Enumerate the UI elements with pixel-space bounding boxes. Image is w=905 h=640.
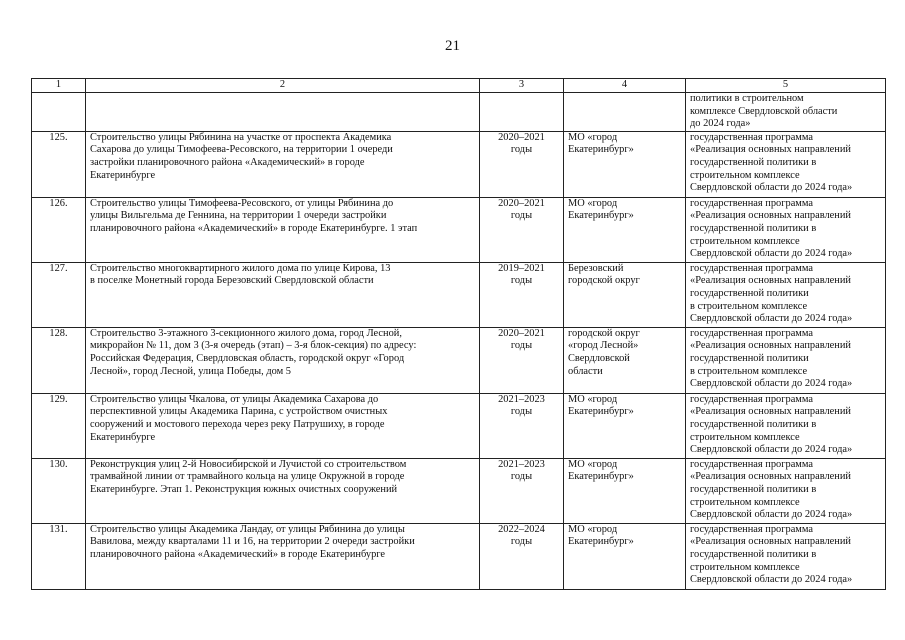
table-row <box>32 197 886 262</box>
table-row <box>32 131 886 197</box>
years-cell: 2022–2024 годы <box>480 523 564 589</box>
row-number-cell: 130. <box>32 458 86 523</box>
page-number: 21 <box>445 38 460 54</box>
project-name-cell: Строительство улицы Тимофеева-Ресовского, от улицы Рябинина до улицы Вильгельма де Геннина, на территории 1 очереди застройки планировочного района «Академический» в городе Екатеринбурге. 1 этап <box>86 197 480 262</box>
column-header-4: 4 <box>564 79 686 93</box>
continuation-name-cell <box>86 93 480 132</box>
table-row <box>32 523 886 589</box>
column-header-5: 5 <box>686 79 886 93</box>
continuation-owner-cell <box>564 93 686 132</box>
project-name-cell: Строительство улицы Академика Ландау, от улицы Рябинина до улицы Вавилова, между кварталами 11 и 16, на территории 2 очереди застройки планировочного района «Академический» в городе Екатеринбурге <box>86 523 480 589</box>
program-cell: государственная программа «Реализация основных направлений государственной политики в строительном комплексе Свердловской области до 2024 года» <box>686 262 886 327</box>
owner-cell: МО «город Екатеринбург» <box>564 197 686 262</box>
table-row <box>32 458 886 523</box>
years-cell: 2021–2023 годы <box>480 393 564 458</box>
project-name-cell: Реконструкция улиц 2-й Новосибирской и Лучистой со строительством трамвайной линии от трамвайного кольца на улице Окружной в городе Екатеринбурге. Этап 1. Реконструкция южных очистных сооружений <box>86 458 480 523</box>
projects-table <box>31 78 886 590</box>
program-cell: государственная программа «Реализация основных направлений государственной политики в строительном комплексе Свердловской области до 2024 года» <box>686 197 886 262</box>
program-cell: государственная программа «Реализация основных направлений государственной политики в строительном комплексе Свердловской области до 2024 года» <box>686 458 886 523</box>
program-cell: государственная программа «Реализация основных направлений государственной политики в строительном комплексе Свердловской области до 2024 года» <box>686 393 886 458</box>
years-cell: 2020–2021 годы <box>480 131 564 197</box>
column-header-3: 3 <box>480 79 564 93</box>
program-cell: государственная программа «Реализация основных направлений государственной политики в строительном комплексе Свердловской области до 2024 года» <box>686 327 886 393</box>
years-cell: 2019–2021 годы <box>480 262 564 327</box>
table-row <box>32 262 886 327</box>
continuation-years-cell <box>480 93 564 132</box>
row-number-cell: 131. <box>32 523 86 589</box>
owner-cell: МО «город Екатеринбург» <box>564 523 686 589</box>
owner-cell: МО «город Екатеринбург» <box>564 131 686 197</box>
years-cell: 2020–2021 годы <box>480 197 564 262</box>
program-cell: государственная программа «Реализация основных направлений государственной политики в строительном комплексе Свердловской области до 2024 года» <box>686 131 886 197</box>
continuation-row <box>32 93 886 132</box>
owner-cell: городской округ «город Лесной» Свердловской области <box>564 327 686 393</box>
row-number-cell: 129. <box>32 393 86 458</box>
continuation-num-cell <box>32 93 86 132</box>
project-name-cell: Строительство многоквартирного жилого дома по улице Кирова, 13 в поселке Монетный города Березовский Свердловской области <box>86 262 480 327</box>
owner-cell: МО «город Екатеринбург» <box>564 458 686 523</box>
project-name-cell: Строительство улицы Рябинина на участке от проспекта Академика Сахарова до улицы Тимофеева-Ресовского, на территории 1 очереди застройки планировочного района «Академический» в городе Екатеринбурге <box>86 131 480 197</box>
program-cell: государственная программа «Реализация основных направлений государственной политики в строительном комплексе Свердловской области до 2024 года» <box>686 523 886 589</box>
row-number-cell: 127. <box>32 262 86 327</box>
column-header-1: 1 <box>32 79 86 93</box>
project-name-cell: Строительство 3-этажного 3-секционного жилого дома, город Лесной, микрорайон № 11, дом 3 (3-я очередь (этап) – 3-я блок-секция) по адресу: Российская Федерация, Свердловская область, городской округ «Город Лесной», город Лесной, улица Победы, дом 5 <box>86 327 480 393</box>
owner-cell: МО «город Екатеринбург» <box>564 393 686 458</box>
years-cell: 2020–2021 годы <box>480 327 564 393</box>
row-number-cell: 126. <box>32 197 86 262</box>
years-cell: 2021–2023 годы <box>480 458 564 523</box>
row-number-cell: 128. <box>32 327 86 393</box>
table-header-row <box>32 79 886 93</box>
row-number-cell: 125. <box>32 131 86 197</box>
column-header-2: 2 <box>86 79 480 93</box>
table-row <box>32 327 886 393</box>
project-name-cell: Строительство улицы Чкалова, от улицы Академика Сахарова до перспективной улицы Академика Парина, с устройством очистных сооружений и мостового перехода через реку Патрушиху, в городе Екатеринбурге <box>86 393 480 458</box>
continuation-program-cell: политики в строительном комплексе Свердловской области до 2024 года» <box>686 93 886 132</box>
owner-cell: Березовский городской округ <box>564 262 686 327</box>
table-row <box>32 393 886 458</box>
